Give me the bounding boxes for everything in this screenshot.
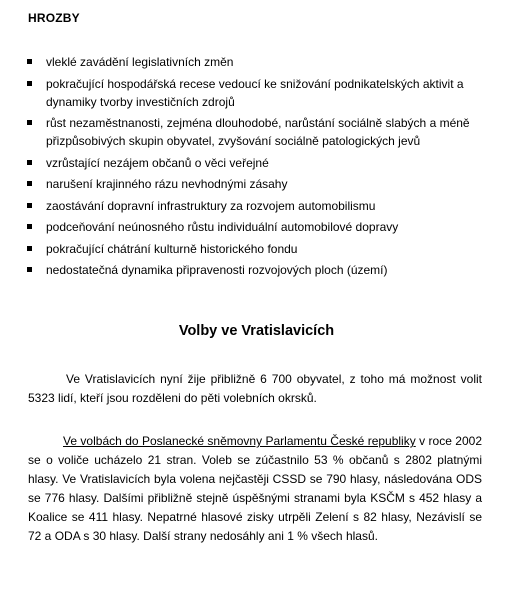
list-item-text: nedostatečná dynamika připravenosti rozvojových ploch (území) bbox=[46, 263, 388, 277]
threats-heading: HROZBY bbox=[28, 11, 80, 25]
list-item bbox=[24, 197, 494, 215]
square-bullet-icon bbox=[27, 224, 32, 229]
square-bullet-icon bbox=[27, 120, 32, 125]
square-bullet-icon bbox=[27, 267, 32, 272]
list-item-text: vzrůstající nezájem občanů o věci veřejné bbox=[46, 155, 269, 170]
list-item bbox=[24, 240, 494, 258]
square-bullet-icon bbox=[27, 246, 32, 251]
election-results-text: v roce 2002 se o voliče ucházelo 21 stran. Voleb se zúčastnilo 53 % občanů s 2802 platnými hlasy. Ve Vratislavicích byla volena nejčastěji CSSD se 790 hlasy, následována ODS se 776 hlasy. Dalšími přibližně stejně úspěšnými stranami byla KSČM s 452 hlasy a Koalice se 411 hlasy. Nepatrné hlasové zisky utrpěli Zelení s 82 hlasy, Nezávislí se 72 a ODA s 30 hlasy. Další strany nedosáhly ani 1 % všech hlasů. bbox=[28, 434, 483, 543]
list-item bbox=[24, 175, 494, 193]
elections-title: Volby ve Vratislavicích bbox=[178, 323, 335, 339]
list-item-text: pokračující hospodářská recese vedoucí ke snižování podnikatelských aktivit a dynamiky tvorby investičních zdrojů bbox=[46, 76, 464, 109]
parliament-elections-link[interactable]: Ve volbách do Poslanecké sněmovny Parlamentu České republiky bbox=[63, 434, 416, 448]
list-item bbox=[24, 53, 494, 71]
square-bullet-icon bbox=[27, 160, 32, 165]
list-item-text: zaostávání dopravní infrastruktury za rozvojem automobilismu bbox=[46, 198, 376, 213]
square-bullet-icon bbox=[27, 81, 32, 86]
list-item bbox=[24, 218, 494, 236]
square-bullet-icon bbox=[27, 203, 32, 208]
square-bullet-icon bbox=[27, 181, 32, 186]
list-item bbox=[24, 114, 494, 150]
population-paragraph: Ve Vratislavicích nyní žije přibližně 6 700 obyvatel, z toho má možnost volit 5323 lidí, kteří jsou rozděleni do pěti volebních okrsků. bbox=[28, 372, 482, 405]
square-bullet-icon bbox=[27, 59, 32, 64]
list-item bbox=[24, 261, 494, 279]
list-item-text: pokračující chátrání kulturně historického fondu bbox=[46, 241, 298, 256]
list-item bbox=[24, 75, 494, 111]
list-item-text: narušení krajinného rázu nevhodnými zásahy bbox=[46, 177, 288, 191]
list-item-text: růst nezaměstnanosti, zejména dlouhodobé, narůstání sociálně slabých a méně přizpůsobivých skupin obyvatel, zvyšování sociálně patologických jevů bbox=[46, 116, 470, 148]
threats-list bbox=[24, 53, 494, 283]
list-item-text: vleklé zavádění legislativních změn bbox=[46, 55, 234, 69]
election-results-paragraph bbox=[28, 432, 482, 546]
list-item-text: podceňování neúnosného růstu individuální automobilové dopravy bbox=[46, 220, 399, 234]
list-item bbox=[24, 154, 494, 172]
